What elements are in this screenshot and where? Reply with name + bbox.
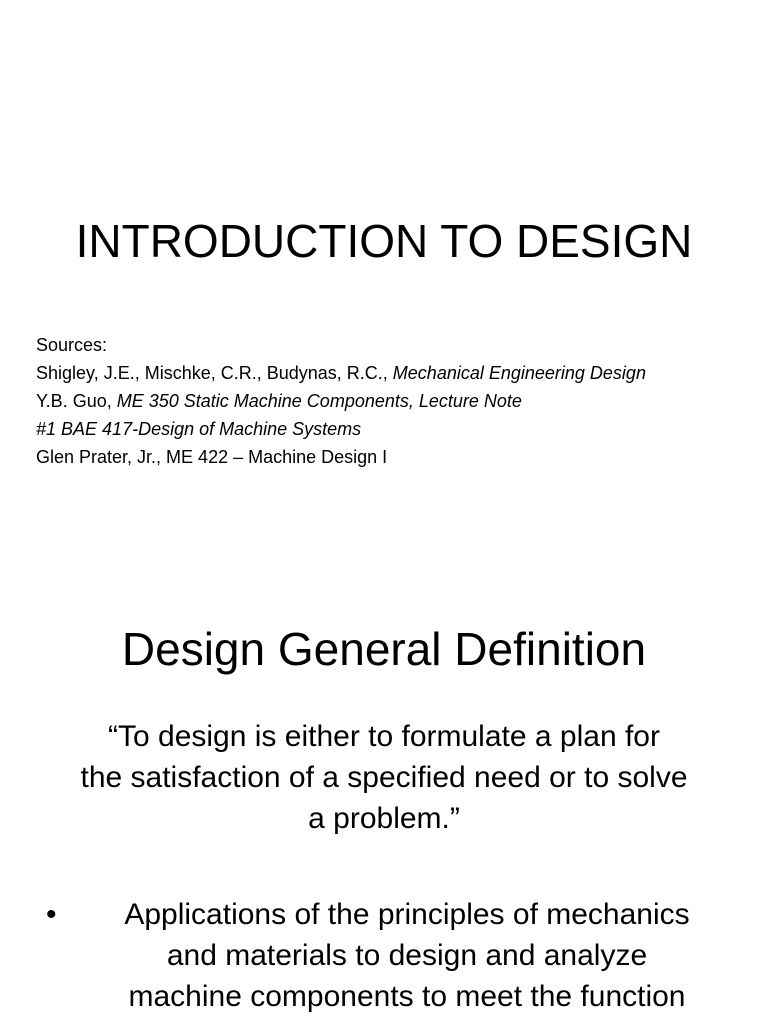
bullet-icon: • — [46, 898, 57, 931]
source-authors: Shigley, J.E., Mischke, C.R., Budynas, R.C., — [36, 363, 393, 383]
source-authors: Y.B. Guo, — [36, 391, 117, 411]
slide-title: INTRODUCTION TO DESIGN — [75, 215, 693, 267]
source-line — [36, 415, 756, 443]
bullet-text — [76, 894, 738, 1017]
quote-line: the satisfaction of a specified need or to solve — [80, 761, 688, 794]
bullet-line: and materials to design and analyze — [166, 939, 648, 972]
quote-line: a problem.” — [308, 802, 460, 835]
source-title: #1 BAE 417-Design of Machine Systems — [36, 419, 362, 439]
sources-heading: Sources: — [36, 335, 108, 355]
source-line — [36, 443, 756, 471]
slide-title: Design General Definition — [121, 623, 647, 675]
source-title: ME 350 Static Machine Components, Lecture Note — [116, 391, 522, 411]
bullet-line: Applications of the principles of mechanics — [124, 898, 690, 931]
source-authors: Glen Prater, Jr., ME 422 – Machine Design I — [36, 447, 388, 467]
bullet-line: machine components to meet the function — [128, 980, 686, 1013]
source-line — [36, 359, 756, 387]
source-line — [36, 387, 756, 415]
definition-quote — [0, 716, 768, 839]
source-title: Mechanical Engineering Design — [392, 363, 646, 383]
sources-block — [36, 331, 756, 471]
quote-line: “To design is either to formulate a plan for — [108, 720, 660, 753]
slide-design-definition — [0, 530, 768, 1024]
